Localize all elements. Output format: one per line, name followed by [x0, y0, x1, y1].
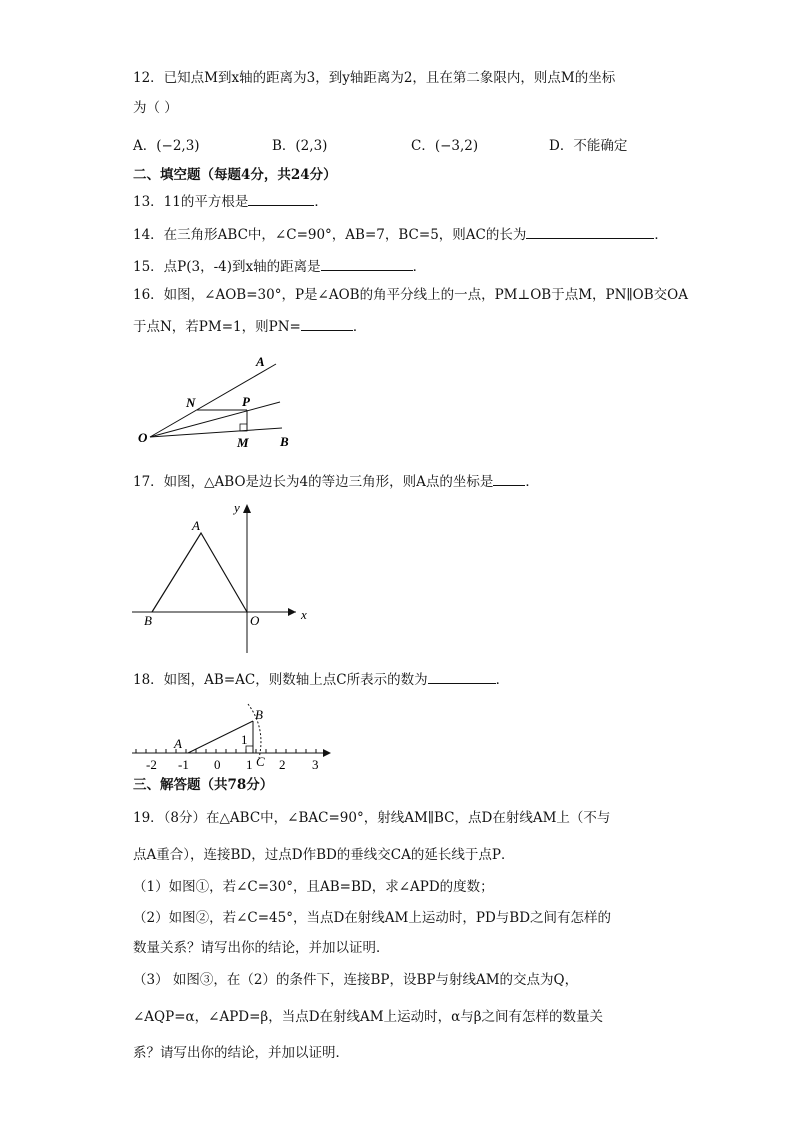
q16-label-m: M: [237, 435, 249, 450]
q18-text: 18．如图，AB=AC，则数轴上点C所表示的数为: [133, 672, 428, 688]
q12-option-b: B．(2,3): [272, 138, 328, 154]
q14-text: 14．在三角形ABC中，∠C=90°，AB=7，BC=5，则AC的长为: [133, 227, 527, 243]
q12-option-c: C．(−3,2): [411, 138, 479, 154]
section-3-heading: 三、解答题（共78分）: [133, 777, 274, 793]
q14: 14．在三角形ABC中，∠C=90°，AB=7，BC=5，则AC的长为 ．: [133, 224, 668, 245]
q18: 18．如图，AB=AC，则数轴上点C所表示的数为 ．: [133, 669, 509, 690]
q19-part2-line1: （2）如图②，若∠C=45°，当点D在射线AM上运动时，PD与BD之间有怎样的: [133, 910, 612, 926]
q15: 15．点P(3，-4)到x轴的距离是 ．: [133, 256, 426, 277]
q19-part3-line3: 系？请写出你的结论，并加以证明．: [133, 1045, 349, 1061]
q19-line2: 点A重合），连接BD，过点D作BD的垂线交CA的延长线于点P．: [133, 847, 515, 863]
q14-answer-blank: [526, 224, 654, 239]
q18-tick-2: 2: [279, 757, 286, 772]
q16-label-a: A: [256, 354, 265, 369]
q13-text: 13．11的平方根是: [133, 194, 249, 210]
q12-option-d: D．不能确定: [549, 138, 628, 154]
q18-label-b: B: [255, 707, 263, 722]
q16-label-p: P: [242, 394, 250, 409]
q16-answer-blank: [301, 316, 353, 331]
q19-part1: （1）如图①，若∠C=30°，且AB=BD，求∠APD的度数；: [133, 879, 494, 895]
q18-label-one: 1: [241, 732, 248, 747]
q17-figure: [128, 498, 318, 658]
q16-line2: 于点N，若PM=1，则PN= ．: [133, 316, 366, 337]
q18-answer-blank: [428, 669, 496, 684]
q16-line2-text: 于点N，若PM=1，则PN=: [133, 319, 301, 335]
q16-label-b: B: [280, 434, 289, 449]
q18-figure: [128, 700, 338, 775]
q13: 13．11的平方根是 ．: [133, 191, 328, 212]
q18-tick--1: -1: [178, 757, 189, 772]
q18-tick-1: 1: [246, 757, 253, 772]
q15-answer-blank: [321, 256, 413, 271]
q17-label-y: y: [234, 500, 240, 515]
q17-label-a: A: [192, 518, 200, 533]
q12-option-a: A．(−2,3): [133, 138, 200, 154]
q19-part2-line2: 数量关系？请写出你的结论，并加以证明．: [133, 940, 390, 956]
q16-line1: 16．如图，∠AOB=30°，P是∠AOB的角平分线上的一点，PM⊥OB于点M，PN∥OB交OA: [133, 287, 688, 303]
q12-line2: 为（ ）: [133, 100, 178, 116]
q17-label-b: B: [144, 613, 152, 628]
q19-line1: 19．（8分）在△ABC中，∠BAC=90°，射线AM∥BC，点D在射线AM上（不与: [133, 810, 611, 826]
q19-part3-line1: （3） 如图③，在（2）的条件下，连接BP，设BP与射线AM的交点为Q，: [133, 972, 579, 988]
q17-answer-blank: [493, 471, 525, 486]
q19-part3-line2: ∠AQP=α，∠APD=β，当点D在射线AM上运动时，α与β之间有怎样的数量关: [133, 1009, 604, 1025]
q18-tick-0: 0: [214, 757, 221, 772]
q18-label-a: A: [174, 736, 182, 751]
q16-figure: [130, 350, 310, 455]
q17: 17．如图，△ABO是边长为4的等边三角形，则A点的坐标是 ．: [133, 471, 539, 492]
q16-label-n: N: [186, 395, 196, 410]
q15-text: 15．点P(3，-4)到x轴的距离是: [133, 259, 321, 275]
q18-label-c: C: [256, 754, 265, 769]
q16-label-o: O: [138, 430, 148, 445]
section-2-heading: 二、填空题（每题4分，共24分）: [133, 167, 337, 183]
q18-tick-3: 3: [312, 757, 319, 772]
q18-tick--2: -2: [146, 757, 157, 772]
q17-label-x: x: [301, 607, 307, 622]
q13-answer-blank: [248, 191, 314, 206]
q12-line1: 12．已知点M到x轴的距离为3，到y轴距离为2，且在第二象限内，则点M的坐标: [133, 70, 616, 86]
q17-text: 17．如图，△ABO是边长为4的等边三角形，则A点的坐标是: [133, 474, 494, 490]
q17-label-o: O: [250, 613, 260, 628]
